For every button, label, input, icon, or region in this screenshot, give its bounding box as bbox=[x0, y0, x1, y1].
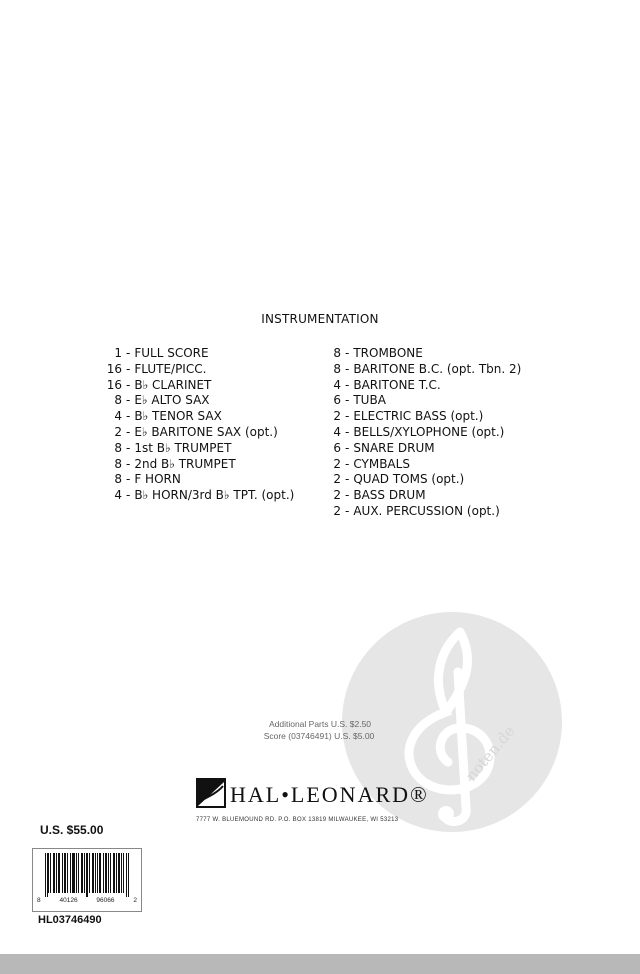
watermark-text: noten.de bbox=[462, 722, 519, 785]
publisher-address: 7777 W. BLUEMOUND RD. P.O. BOX 13819 MILWAUKEE, WI 53213 bbox=[196, 817, 399, 823]
barcode-bar bbox=[59, 853, 60, 893]
separator: - bbox=[345, 409, 350, 424]
barcode-bar bbox=[62, 853, 63, 893]
barcode bbox=[32, 848, 142, 912]
barcode-bar bbox=[121, 853, 122, 893]
part-name: B♭ CLARINET bbox=[134, 377, 212, 392]
retail-price: U.S. $55.00 bbox=[40, 823, 104, 837]
barcode-bar bbox=[100, 853, 101, 893]
instrumentation-row bbox=[331, 378, 581, 394]
barcode-bar bbox=[106, 853, 107, 893]
part-name: E♭ ALTO SAX bbox=[134, 393, 210, 408]
barcode-bar bbox=[92, 853, 93, 893]
part-name: CYMBALS bbox=[353, 456, 410, 471]
barcode-bar bbox=[58, 853, 59, 893]
instrumentation-list-right bbox=[331, 346, 581, 520]
part-name: TUBA bbox=[353, 393, 386, 408]
barcode-digit-group: 40126 bbox=[59, 897, 78, 904]
barcode-bar bbox=[45, 853, 46, 897]
part-count: 6 bbox=[333, 440, 341, 455]
barcode-bar bbox=[64, 853, 65, 893]
barcode-bar bbox=[103, 853, 104, 893]
separator: - bbox=[126, 409, 131, 424]
barcode-bars bbox=[45, 853, 129, 897]
separator: - bbox=[345, 456, 350, 471]
instrumentation-row bbox=[100, 346, 320, 362]
part-count: 2 bbox=[333, 472, 341, 487]
separator: - bbox=[126, 377, 131, 392]
instrumentation-row bbox=[100, 488, 320, 504]
instrumentation-row bbox=[100, 378, 320, 394]
instrumentation-row bbox=[331, 362, 581, 378]
barcode-digit-group: 8 bbox=[37, 897, 41, 904]
part-name: TROMBONE bbox=[353, 346, 423, 360]
part-count: 2 bbox=[333, 456, 341, 471]
part-name: BASS DRUM bbox=[353, 488, 426, 503]
instrumentation-row bbox=[331, 393, 581, 409]
part-name: FLUTE/PICC. bbox=[134, 361, 207, 376]
barcode-bar bbox=[108, 853, 109, 893]
part-name: B♭ TENOR SAX bbox=[134, 409, 222, 424]
instrumentation-row bbox=[100, 393, 320, 409]
part-name: 1st B♭ TRUMPET bbox=[134, 440, 232, 455]
barcode-bar bbox=[119, 853, 120, 893]
separator: - bbox=[345, 488, 350, 503]
barcode-bar bbox=[72, 853, 73, 893]
part-count: 16 bbox=[106, 377, 122, 392]
instrumentation-row bbox=[100, 362, 320, 378]
instrumentation-row bbox=[331, 472, 581, 488]
instrumentation-row bbox=[100, 472, 320, 488]
barcode-bar bbox=[110, 853, 111, 893]
part-count: 1 bbox=[114, 346, 122, 360]
barcode-bar bbox=[65, 853, 66, 893]
part-name: SNARE DRUM bbox=[353, 440, 435, 455]
part-count: 8 bbox=[114, 456, 122, 471]
part-count: 8 bbox=[333, 346, 341, 360]
barcode-bar bbox=[128, 853, 129, 897]
part-count: 2 bbox=[333, 409, 341, 424]
additional-parts-price: Additional Parts U.S. $2.50 bbox=[268, 719, 372, 729]
instrumentation-row bbox=[100, 409, 320, 425]
separator: - bbox=[345, 472, 350, 487]
instrumentation-row bbox=[100, 441, 320, 457]
barcode-bar bbox=[73, 853, 74, 893]
part-count: 2 bbox=[333, 503, 341, 518]
part-count: 8 bbox=[114, 393, 122, 408]
instrumentation-row bbox=[331, 457, 581, 473]
separator: - bbox=[345, 377, 350, 392]
barcode-bar bbox=[84, 853, 85, 893]
barcode-bar bbox=[114, 853, 115, 893]
separator: - bbox=[126, 456, 131, 471]
instrumentation-row bbox=[331, 346, 581, 362]
barcode-bar bbox=[126, 853, 127, 897]
separator: - bbox=[126, 488, 131, 503]
score-price: Score (03746491) U.S. $5.00 bbox=[263, 731, 375, 741]
barcode-bar bbox=[123, 853, 124, 893]
part-name: BARITONE T.C. bbox=[353, 377, 441, 392]
part-name: F HORN bbox=[134, 472, 181, 487]
barcode-bar bbox=[70, 853, 71, 893]
part-count: 4 bbox=[333, 424, 341, 439]
separator: - bbox=[126, 393, 131, 408]
part-count: 2 bbox=[333, 488, 341, 503]
separator: - bbox=[345, 503, 350, 518]
barcode-bar bbox=[95, 853, 96, 893]
part-count: 8 bbox=[114, 472, 122, 487]
hal-leonard-emblem-icon bbox=[196, 778, 226, 808]
instrumentation-row bbox=[100, 457, 320, 473]
instrumentation-row bbox=[331, 488, 581, 504]
instrumentation-row bbox=[331, 441, 581, 457]
parts-prices bbox=[0, 718, 640, 742]
barcode-digit-group: 2 bbox=[133, 897, 137, 904]
barcode-bar bbox=[89, 853, 90, 893]
barcode-bar bbox=[82, 853, 83, 893]
barcode-bar bbox=[47, 853, 48, 897]
part-count: 16 bbox=[106, 361, 122, 376]
part-count: 8 bbox=[114, 440, 122, 455]
hal-leonard-logo bbox=[196, 778, 466, 818]
barcode-bar bbox=[54, 853, 55, 893]
barcode-bar bbox=[53, 853, 54, 893]
separator: - bbox=[345, 440, 350, 455]
part-count: 2 bbox=[114, 424, 122, 439]
part-name: B♭ HORN/3rd B♭ TPT. (opt.) bbox=[134, 488, 295, 503]
separator: - bbox=[345, 346, 350, 360]
separator: - bbox=[345, 393, 350, 408]
part-count: 6 bbox=[333, 393, 341, 408]
separator: - bbox=[126, 472, 131, 487]
barcode-bar bbox=[113, 853, 114, 893]
instrumentation-list-left bbox=[100, 346, 320, 504]
catalog-number: HL03746490 bbox=[38, 914, 102, 926]
part-name: ELECTRIC BASS (opt.) bbox=[353, 409, 484, 424]
bottom-band bbox=[0, 954, 640, 974]
part-name: AUX. PERCUSSION (opt.) bbox=[353, 503, 500, 518]
instrumentation-heading: INSTRUMENTATION bbox=[261, 312, 379, 326]
barcode-bar bbox=[118, 853, 119, 893]
part-count: 4 bbox=[333, 377, 341, 392]
separator: - bbox=[126, 440, 131, 455]
separator: - bbox=[126, 361, 131, 376]
part-name: QUAD TOMS (opt.) bbox=[353, 472, 465, 487]
barcode-bar bbox=[74, 853, 75, 893]
barcode-bar bbox=[93, 853, 94, 893]
part-count: 4 bbox=[114, 409, 122, 424]
instrumentation-row bbox=[331, 409, 581, 425]
barcode-bar bbox=[81, 853, 82, 893]
barcode-bar bbox=[67, 853, 68, 893]
part-name: BELLS/XYLOPHONE (opt.) bbox=[353, 424, 505, 439]
part-name: FULL SCORE bbox=[134, 346, 209, 360]
part-name: 2nd B♭ TRUMPET bbox=[134, 456, 236, 471]
instrumentation-row bbox=[100, 425, 320, 441]
part-count: 4 bbox=[114, 488, 122, 503]
barcode-bar bbox=[86, 853, 87, 897]
barcode-bar bbox=[48, 853, 49, 893]
barcode-bar bbox=[105, 853, 106, 893]
part-count: 8 bbox=[333, 361, 341, 376]
barcode-bar bbox=[56, 853, 57, 893]
separator: - bbox=[345, 361, 350, 376]
part-name: E♭ BARITONE SAX (opt.) bbox=[134, 424, 278, 439]
barcode-bar bbox=[99, 853, 100, 893]
barcode-number bbox=[37, 897, 137, 904]
barcode-bar bbox=[78, 853, 79, 893]
barcode-bar bbox=[87, 853, 88, 897]
barcode-bar bbox=[76, 853, 77, 893]
barcode-bar bbox=[97, 853, 98, 893]
barcode-digit-group: 96066 bbox=[96, 897, 115, 904]
publisher-name: HAL•LEONARD® bbox=[230, 782, 429, 807]
instrumentation-row bbox=[331, 504, 581, 520]
instrumentation-row bbox=[331, 425, 581, 441]
separator: - bbox=[345, 424, 350, 439]
barcode-bar bbox=[50, 853, 51, 893]
separator: - bbox=[126, 424, 131, 439]
separator: - bbox=[126, 346, 131, 360]
barcode-bar bbox=[116, 853, 117, 893]
part-name: BARITONE B.C. (opt. Tbn. 2) bbox=[353, 361, 522, 376]
